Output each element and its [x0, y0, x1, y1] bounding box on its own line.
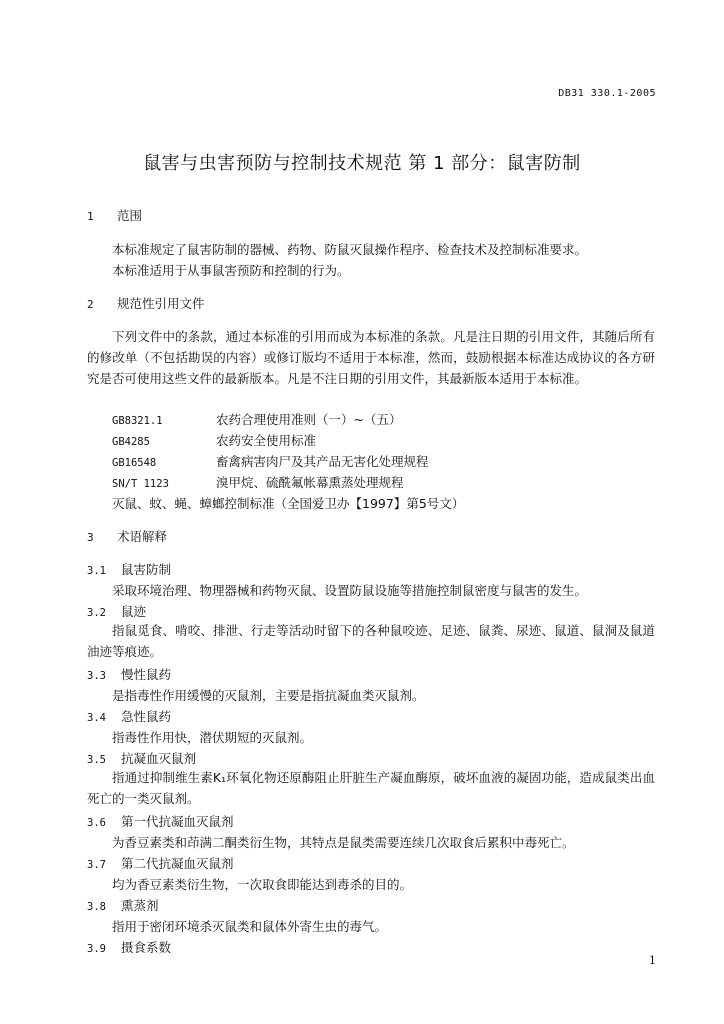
term-name: 慢性鼠药 — [121, 667, 172, 682]
term-name: 熏蒸剂 — [121, 898, 159, 913]
section-2-heading — [87, 294, 205, 312]
document-title: 鼠害与虫害预防与控制技术规范 第 1 部分：鼠害防制 — [143, 153, 581, 174]
section-number: 1 — [87, 210, 94, 223]
term-definition: 是指毒性作用缓慢的灭鼠剂，主要是指抗凝血类灭鼠剂。 — [112, 688, 425, 703]
term-definition: 指鼠觅食、啃咬、排泄、行走等活动时留下的各种鼠咬迹、足迹、鼠粪、尿迹、鼠道、鼠洞及鼠道油迹等痕迹。 — [87, 623, 655, 659]
document-code: DB31 330.1-2005 — [558, 88, 656, 99]
term-number: 3.1 — [87, 565, 106, 577]
scope-line-2: 本标准适用于从事鼠害预防和控制的行为。 — [112, 263, 350, 278]
term-heading — [87, 938, 171, 956]
term-number: 3.9 — [87, 943, 106, 955]
term-heading — [87, 560, 171, 578]
reference-extra: 灭鼠、蚊、蝇、蟑螂控制标准（全国爱卫办【1997】第5号文） — [112, 496, 465, 511]
reference-row — [112, 410, 401, 428]
scope-line-1: 本标准规定了鼠害防制的器械、药物、防鼠灭鼠操作程序、检查技术及控制标准要求。 — [112, 242, 588, 257]
section-title: 规范性引用文件 — [117, 296, 205, 311]
term-name: 第二代抗凝血灭鼠剂 — [121, 856, 234, 871]
term-name: 摄食系数 — [121, 940, 172, 955]
term-number: 3.3 — [87, 670, 106, 682]
term-heading — [87, 812, 234, 830]
term-heading — [87, 854, 234, 872]
reference-code: GB16548 — [112, 457, 157, 469]
reference-title: 农药合理使用准则（一）~（五） — [216, 412, 402, 427]
term-heading — [87, 602, 146, 620]
term-number: 3.5 — [87, 754, 106, 766]
term-name: 抗凝血灭鼠剂 — [121, 751, 197, 766]
term-heading — [87, 896, 159, 914]
term-definition: 指毒性作用快，潜伏期短的灭鼠剂。 — [112, 730, 313, 745]
section-title: 范围 — [117, 208, 143, 223]
reference-row — [112, 452, 429, 470]
term-name: 鼠迹 — [121, 604, 147, 619]
term-name: 鼠害防制 — [121, 562, 172, 577]
term-definition: 均为香豆素类衍生物，一次取食即能达到毒杀的目的。 — [112, 877, 413, 892]
reference-code: GB8321.1 — [112, 415, 163, 427]
reference-code: SN/T 1123 — [112, 478, 169, 490]
reference-code: GB4285 — [112, 436, 150, 448]
reference-row — [112, 473, 404, 491]
term-definition: 指通过抑制维生素K₁环氧化物还原酶阻止肝脏生产凝血酶原，破坏血液的凝固功能，造成鼠类出血死亡的一类灭鼠剂。 — [87, 770, 655, 806]
section-3-heading — [87, 527, 167, 545]
term-number: 3.8 — [87, 901, 106, 913]
term-name: 第一代抗凝血灭鼠剂 — [121, 814, 234, 829]
term-definition: 采取环境治理、物理器械和药物灭鼠、设置防鼠设施等措施控制鼠密度与鼠害的发生。 — [112, 583, 588, 598]
page-number: 1 — [649, 954, 656, 967]
reference-row — [112, 431, 316, 449]
section-title: 术语解释 — [117, 529, 168, 544]
term-heading — [87, 665, 171, 683]
reference-title: 畜禽病害肉尸及其产品无害化处理规程 — [216, 454, 429, 469]
term-heading — [87, 749, 196, 767]
term-number: 3.6 — [87, 817, 106, 829]
term-heading — [87, 707, 171, 725]
section-number: 3 — [87, 531, 94, 544]
reference-title: 农药安全使用标准 — [216, 433, 317, 448]
term-definition: 指用于密闭环境杀灭鼠类和鼠体外寄生虫的毒气。 — [112, 919, 388, 934]
reference-title: 溴甲烷、硫酰氟帐幕熏蒸处理规程 — [216, 475, 404, 490]
term-name: 急性鼠药 — [121, 709, 172, 724]
term-number: 3.7 — [87, 859, 106, 871]
normative-references-paragraph: 下列文件中的条款，通过本标准的引用而成为本标准的条款。凡是注日期的引用文件，其随后所有的修改单（不包括勘误的内容）或修订版均不适用于本标准，然而，鼓励根据本标准达成协议的各方研究是否可使用这些文件的最新版本。凡是不注日期的引用文件，其最新版本适用于本标准。 — [87, 329, 655, 386]
section-1-heading — [87, 206, 142, 224]
section-number: 2 — [87, 298, 94, 311]
term-number: 3.4 — [87, 712, 106, 724]
term-definition: 为香豆素类和茚满二酮类衍生物，其特点是鼠类需要连续几次取食后累积中毒死亡。 — [112, 835, 575, 850]
term-number: 3.2 — [87, 607, 106, 619]
